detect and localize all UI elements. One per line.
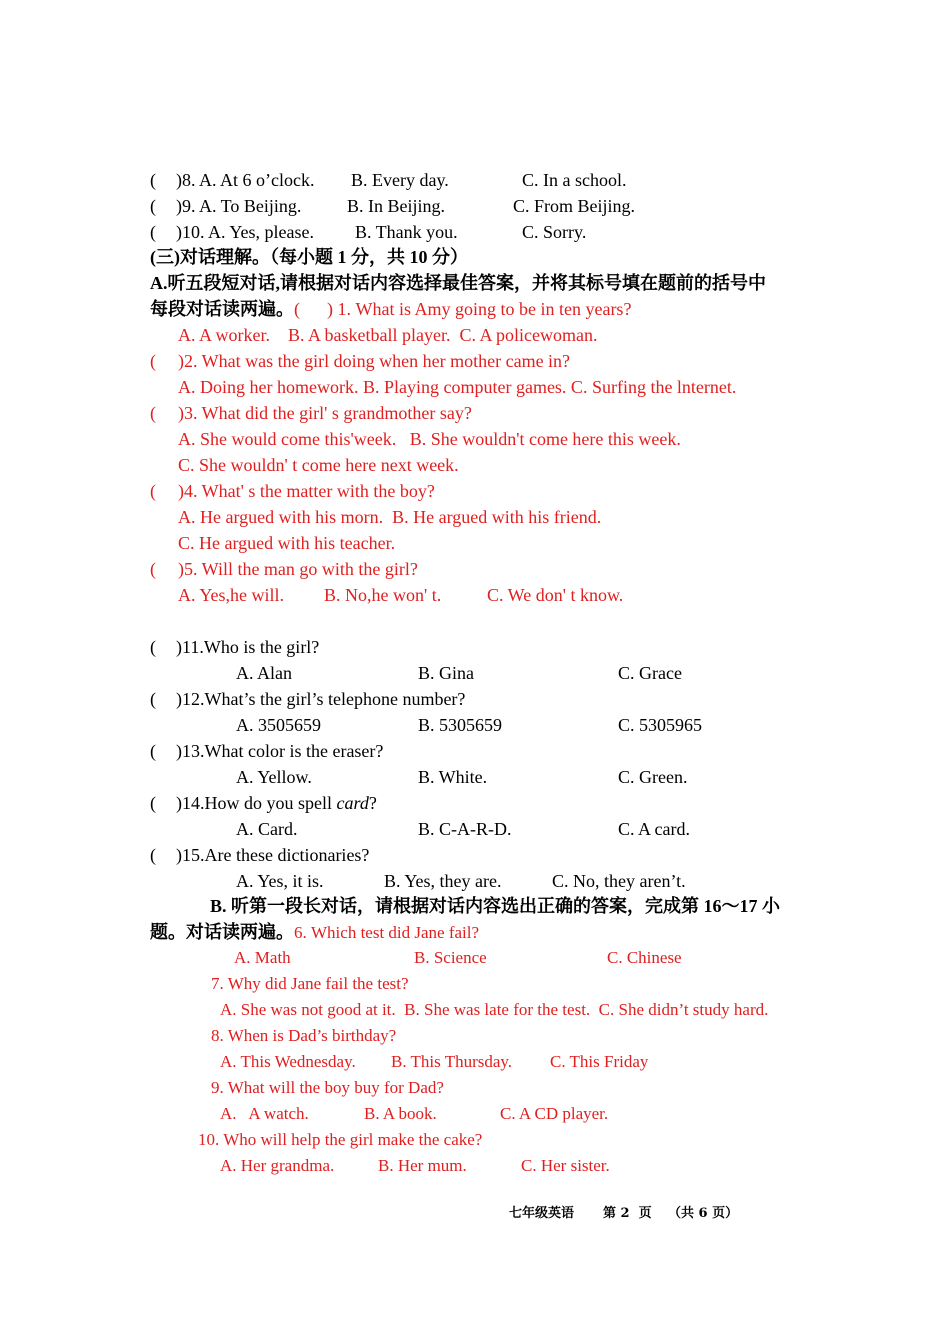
option-a: A. Yes, it is. <box>236 871 324 891</box>
part-b-instructions: B. 听第一段长对话，请根据对话内容选出正确的答案，完成第 16～17 小 <box>210 896 781 916</box>
paren: ( <box>150 222 156 242</box>
option-a: A. Her grandma. <box>220 1156 335 1175</box>
paren: ( <box>150 793 156 813</box>
footer-total-pages: （共 6 页） <box>668 1206 739 1221</box>
option-c: C. A card. <box>618 819 690 839</box>
red-question-2: )2. What was the girl doing when her mother came in? <box>178 351 571 371</box>
paren: ( <box>150 559 156 579</box>
option-c: C. From Beijing. <box>513 196 636 216</box>
option-b: B. Her mum. <box>378 1156 467 1175</box>
question-9: )9. A. To Beijing. <box>176 196 302 216</box>
option-b: B. C-A-R-D. <box>418 819 512 839</box>
red-question-3: )3. What did the girl' s grandmother say? <box>178 403 472 423</box>
part-a-instructions: A.听五段短对话,请根据对话内容选择最佳答案，并将其标号填在题前的括号中 <box>150 273 766 293</box>
paren: ( <box>150 845 156 865</box>
option-b: B. In Beijing. <box>347 196 445 216</box>
red-options-1: A. A worker. B. A basketball player. C. A policewoman. <box>178 325 598 345</box>
paren: ( <box>150 403 156 423</box>
part-b-question-10: 10. Who will help the girl make the cake? <box>198 1130 483 1149</box>
question-13: )13.What color is the eraser? <box>176 741 384 761</box>
footer-page-number: 第 2 页 <box>603 1206 652 1221</box>
red-options-4b: C. He argued with his teacher. <box>178 533 396 553</box>
question-14 <box>176 790 377 816</box>
option-c: C. Sorry. <box>522 222 587 242</box>
part-b-instructions-line2 <box>150 919 479 946</box>
paren: ( <box>150 196 156 216</box>
option-b: B. No,he won' t. <box>324 585 442 605</box>
red-options-4a: A. He argued with his morn. B. He argued with his friend. <box>178 507 602 527</box>
paren: ( <box>150 170 156 190</box>
instruction-text: 每段对话读两遍。 <box>150 299 294 319</box>
part-b-question-6: 6. Which test did Jane fail? <box>294 923 480 942</box>
option-a: A. Card. <box>236 819 298 839</box>
option-b: B. Science <box>414 948 487 967</box>
question-15: )15.Are these dictionaries? <box>176 845 370 865</box>
paren: ( <box>150 351 156 371</box>
part-a-instructions-line2 <box>150 296 631 322</box>
question-11: )11.Who is the girl? <box>176 637 320 657</box>
option-c: C. In a school. <box>522 170 627 190</box>
question-text: )14.How do you spell <box>176 793 337 813</box>
footer-subject: 七年级英语 <box>509 1206 575 1221</box>
option-b: B. Every day. <box>351 170 449 190</box>
option-c: C. Her sister. <box>521 1156 610 1175</box>
part-b-question-8: 8. When is Dad’s birthday? <box>211 1026 397 1045</box>
option-b: B. 5305659 <box>418 715 503 735</box>
part-b-options-7: A. She was not good at it. B. She was late for the test. C. She didn’t study hard. <box>220 1000 769 1019</box>
paren: ( <box>150 689 156 709</box>
paren: ( <box>150 741 156 761</box>
paren: ( <box>150 481 156 501</box>
question-mark: ? <box>368 793 377 813</box>
red-options-2: A. Doing her homework. B. Playing computer games. C. Surfing the lnternet. <box>178 377 737 397</box>
option-a: A. Alan <box>236 663 292 683</box>
option-b: B. Thank you. <box>355 222 458 242</box>
question-10: )10. A. Yes, please. <box>176 222 314 242</box>
question-8: )8. A. At 6 o’clock. <box>176 170 315 190</box>
red-question-1: ( ) 1. What is Amy going to be in ten years? <box>294 299 632 319</box>
option-c: C. A CD player. <box>500 1104 609 1123</box>
option-a: A. A watch. <box>220 1104 309 1123</box>
option-a: A. 3505659 <box>236 715 321 735</box>
red-options-3a: A. She would come this'week. B. She wouldn't come here this week. <box>178 429 681 449</box>
option-c: C. This Friday <box>550 1052 649 1071</box>
instruction-text: 题。对话读两遍。 <box>150 922 294 942</box>
option-b: B. A book. <box>364 1104 437 1123</box>
option-c: C. Chinese <box>607 948 682 967</box>
red-question-4: )4. What' s the matter with the boy? <box>178 481 435 501</box>
option-b: B. White. <box>418 767 488 787</box>
option-c: C. No, they aren’t. <box>552 871 686 891</box>
option-b: B. Gina <box>418 663 474 683</box>
option-c: C. We don' t know. <box>487 585 624 605</box>
option-a: A. Math <box>234 948 291 967</box>
option-b: B. This Thursday. <box>391 1052 513 1071</box>
option-c: C. Grace <box>618 663 682 683</box>
option-a: A. Yellow. <box>236 767 312 787</box>
option-a: A. This Wednesday. <box>220 1052 356 1071</box>
option-c: C. Green. <box>618 767 688 787</box>
red-options-3b: C. She wouldn' t come here next week. <box>178 455 459 475</box>
part-b-question-7: 7. Why did Jane fail the test? <box>211 974 409 993</box>
option-a: A. Yes,he will. <box>178 585 285 605</box>
question-12: )12.What’s the girl’s telephone number? <box>176 689 466 709</box>
red-question-5: )5. Will the man go with the girl? <box>178 559 418 579</box>
option-c: C. 5305965 <box>618 715 703 735</box>
option-b: B. Yes, they are. <box>384 871 502 891</box>
section-heading: (三)对话理解。（每小题 1 分，共 10 分） <box>150 247 468 267</box>
paren: ( <box>150 637 156 657</box>
part-b-question-9: 9. What will the boy buy for Dad? <box>211 1078 444 1097</box>
question-emphasis: card <box>336 793 369 813</box>
